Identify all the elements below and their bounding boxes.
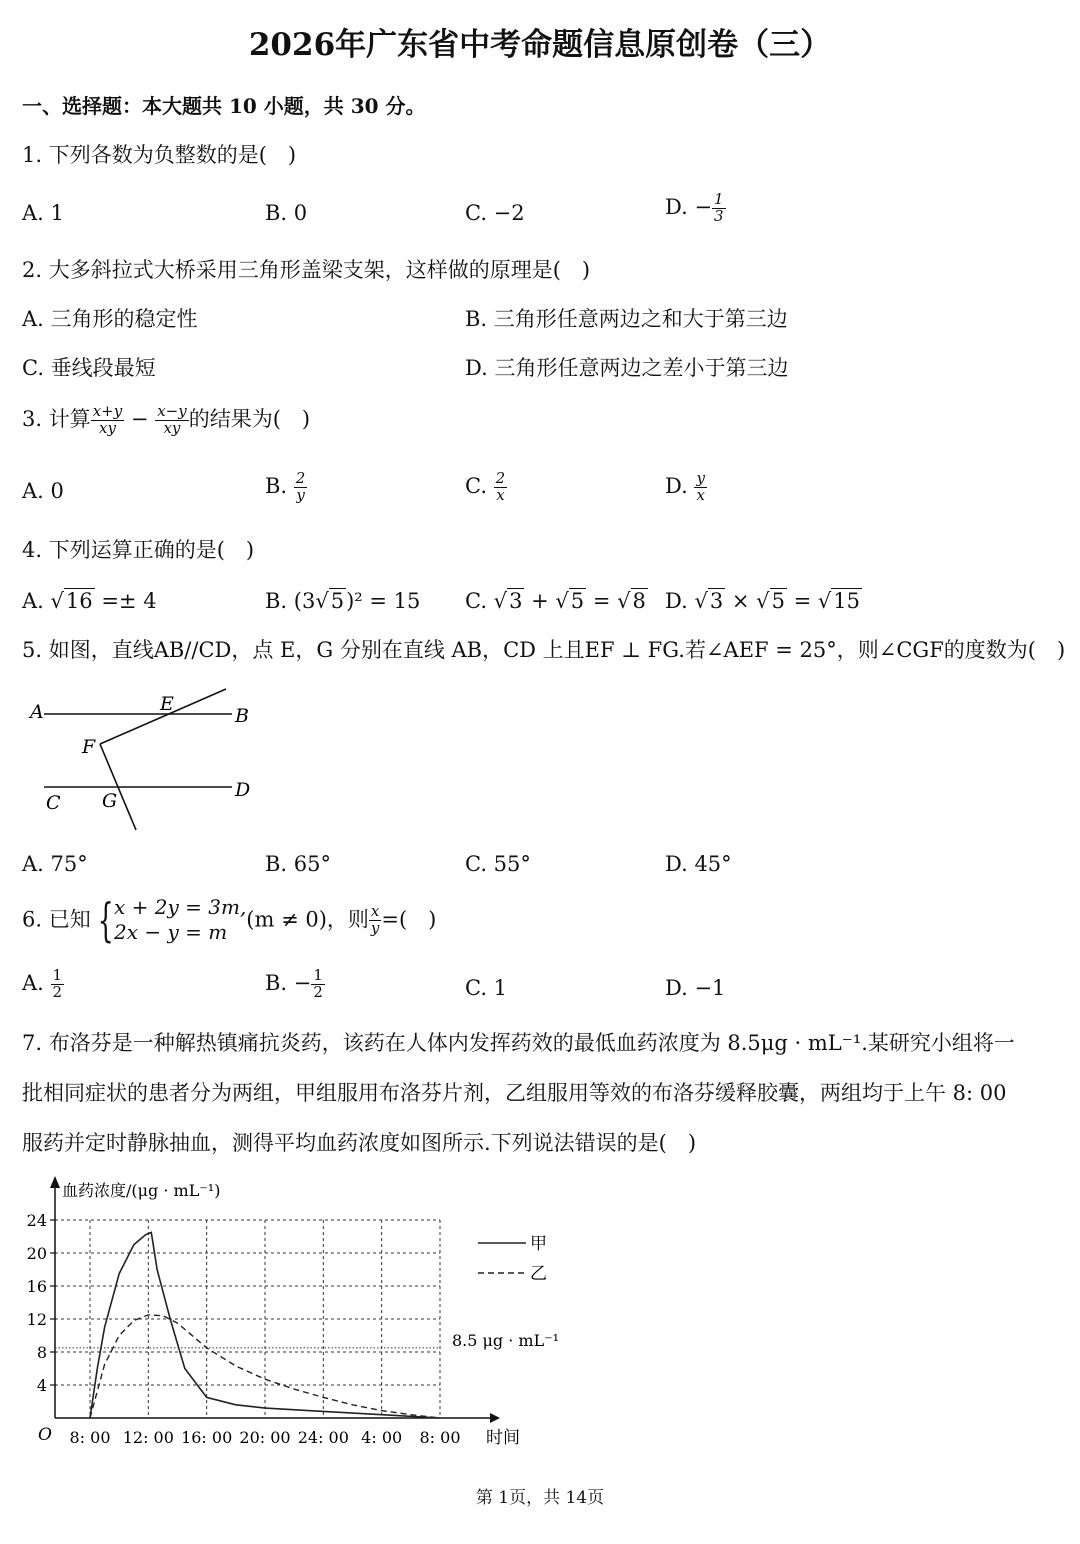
q3-c-fraction: $\frac{2}{x}$ — [495, 469, 506, 504]
q7-line-1: 7. 布洛芬是一种解热镇痛抗炎药，该药在人体内发挥药效的最低血药浓度为 8.5μg · mL⁻¹.某研究小组将一 — [22, 1031, 1015, 1055]
sqrt-symbol: √5 — [315, 589, 345, 613]
q4-stem: 4. 下列运算正确的是( ) — [22, 538, 255, 562]
q3-stem-prefix: 3. 计算 — [22, 406, 91, 431]
label-f: F — [82, 736, 96, 758]
y-axis-arrow — [50, 1176, 60, 1188]
x-tick-label: 8: 00 — [419, 1428, 461, 1447]
q3-fraction-1: $\frac{x+y}{xy}$ — [92, 402, 123, 437]
page-title: 2026年广东省中考命题信息原创卷（三） — [248, 27, 832, 63]
q1-option-c: C. −2 — [465, 201, 525, 225]
q6-fraction: $\frac{x}{y}$ — [370, 901, 380, 937]
x-axis-label: 时间 — [486, 1428, 520, 1448]
x-axis-arrow — [490, 1413, 500, 1423]
q3-option-a: A. 0 — [22, 479, 64, 503]
page-footer: 第 1页，共 14页 — [475, 1488, 605, 1508]
y-tick-label: 12 — [26, 1310, 47, 1329]
x-tick-label: 12: 00 — [122, 1428, 174, 1447]
q6-a-fraction: $\frac{1}{2}$ — [52, 966, 63, 1001]
q5-option-c: C. 55° — [465, 852, 531, 876]
q6-stem-prefix: 6. 已知 — [22, 907, 91, 932]
x-tick-labels — [69, 1428, 460, 1447]
q6-stem — [22, 895, 436, 945]
q6-equation-system: x + 2y = 3m, 2x − y = m — [114, 895, 247, 944]
chart-grid — [55, 1220, 440, 1418]
threshold-label: 8.5 μg · mL⁻¹ — [452, 1330, 560, 1350]
y-tick-label: 8 — [36, 1343, 47, 1362]
x-tick-label: 16: 00 — [181, 1428, 233, 1447]
q2-option-d: D. 三角形任意两边之差小于第三边 — [465, 356, 789, 380]
q1-option-a: A. 1 — [22, 201, 64, 225]
q2-option-b: B. 三角形任意两边之和大于第三边 — [465, 307, 788, 331]
q3-stem-suffix: 的结果为( ) — [188, 406, 311, 431]
x-tick-label: 24: 00 — [297, 1428, 349, 1447]
q6-condition: (m ≠ 0)，则 — [246, 907, 369, 932]
x-tick-label: 4: 00 — [361, 1428, 403, 1447]
q5-option-d: D. 45° — [665, 852, 732, 876]
label-c: C — [46, 792, 61, 814]
y-tick-label: 24 — [26, 1211, 47, 1230]
q5-geometry-figure — [20, 680, 270, 840]
legend-yi-label: 乙 — [530, 1264, 547, 1284]
sqrt-symbol: √16 — [50, 589, 93, 613]
q3-stem — [22, 404, 310, 437]
q1-option-d — [665, 192, 726, 225]
q1-d-prefix: D. − — [665, 194, 713, 219]
q6-option-d: D. −1 — [665, 976, 726, 1000]
q1-option-b: B. 0 — [265, 201, 308, 225]
q6-option-b: B. − $\frac{1}{2}$ — [265, 966, 323, 1001]
y-tick-label: 20 — [26, 1244, 47, 1263]
brace-symbol: { — [97, 893, 114, 947]
q3-b-fraction: $\frac{2}{y}$ — [295, 469, 306, 504]
q6-option-c: C. 1 — [465, 976, 508, 1000]
y-tick-labels — [27, 1211, 55, 1395]
q2-option-a: A. 三角形的稳定性 — [22, 307, 198, 331]
q1-stem: 1. 下列各数为负整数的是( ) — [22, 143, 297, 167]
q6-stem-suffix: =( ) — [381, 907, 437, 932]
q4-option-a: A. √16 =± 4 — [22, 589, 157, 613]
y-tick-label: 4 — [36, 1376, 47, 1395]
q7-line-3: 服药并定时静脉抽血，测得平均血药浓度如图所示.下列说法错误的是( ) — [22, 1131, 697, 1155]
q3-fraction-2: $\frac{x-y}{xy}$ — [157, 402, 187, 437]
q3-option-b: B. $\frac{2}{y}$ — [265, 469, 306, 504]
x-tick-label: 20: 00 — [239, 1428, 291, 1447]
q5-option-b: B. 65° — [265, 852, 332, 876]
legend-jia-label: 甲 — [530, 1234, 547, 1254]
q5-stem: 5. 如图，直线AB//CD，点 E，G 分别在直线 AB，CD 上且EF ⊥ FG.若∠AEF = 25°，则∠CGF的度数为( ) — [22, 638, 1066, 662]
label-d: D — [235, 779, 251, 801]
q3-option-d: D. $\frac{y}{x}$ — [665, 469, 705, 504]
label-b: B — [235, 705, 249, 727]
q5-option-a: A. 75° — [22, 852, 88, 876]
q2-option-c: C. 垂线段最短 — [22, 356, 156, 380]
q1-d-fraction: $\frac{1}{3}$ — [714, 190, 724, 225]
label-g: G — [102, 790, 118, 812]
section-heading: 一、选择题：本大题共 10 小题，共 30 分。 — [22, 94, 426, 118]
q3-minus: − — [124, 406, 156, 431]
blood-concentration-chart — [0, 1170, 600, 1460]
q4-option-d: D. √3 × √5 = √15 — [665, 589, 861, 613]
x-tick-label: 8: 00 — [69, 1428, 111, 1447]
q4-option-b: B. (3√5)² = 15 — [265, 589, 421, 613]
q2-stem: 2. 大多斜拉式大桥采用三角形盖梁支架，这样做的原理是( ) — [22, 258, 591, 282]
q6-b-fraction: $\frac{1}{2}$ — [313, 966, 323, 1001]
label-a: A — [30, 701, 44, 723]
q7-line-2: 批相同症状的患者分为两组，甲组服用布洛芬片剂，乙组服用等效的布洛芬缓释胶囊，两组均于上午 8: 00 — [22, 1081, 1007, 1105]
q4-option-c: C. √3 + √5 = √8 — [465, 589, 646, 613]
origin-label: O — [38, 1425, 52, 1445]
y-axis-label: 血药浓度/(μg · mL⁻¹) — [62, 1181, 221, 1200]
q3-d-fraction: $\frac{y}{x}$ — [696, 469, 705, 504]
y-tick-label: 16 — [26, 1277, 47, 1296]
q3-option-c: C. $\frac{2}{x}$ — [465, 469, 506, 504]
label-e: E — [160, 693, 174, 715]
q6-option-a: A. $\frac{1}{2}$ — [22, 966, 63, 1001]
